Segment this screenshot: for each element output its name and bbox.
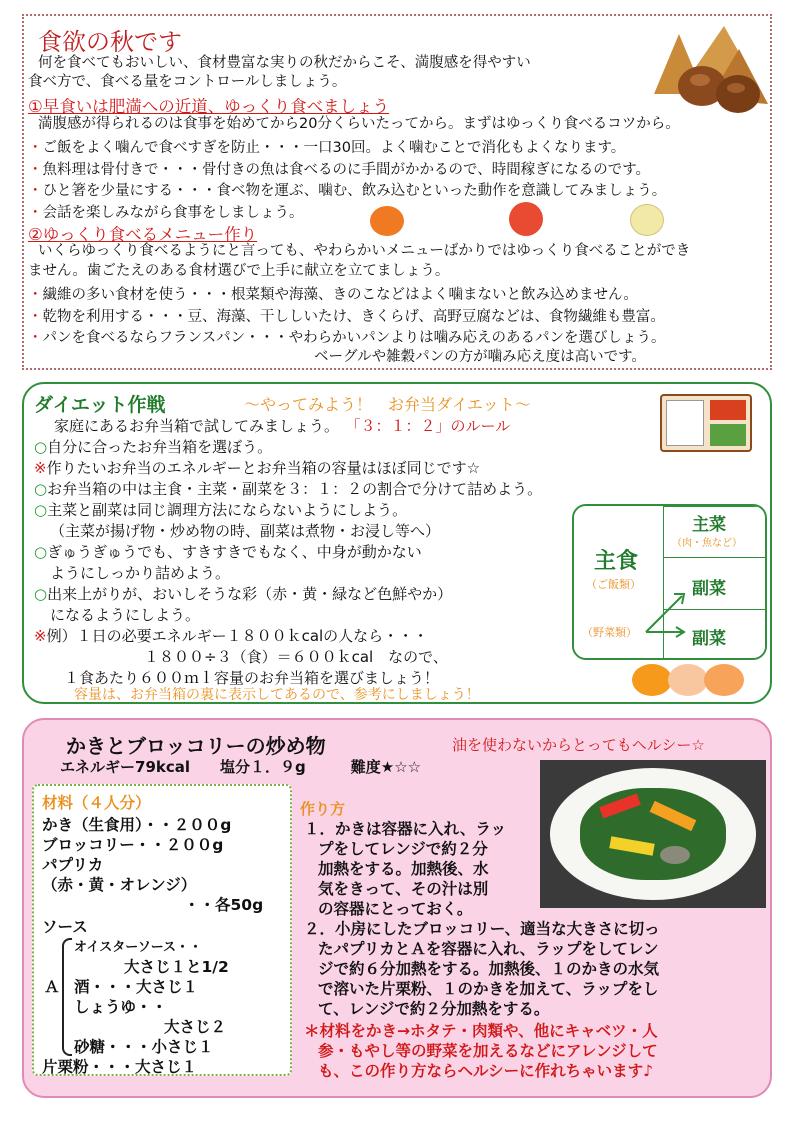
step-1-line: 加熱をする。加熱後、水 (318, 860, 489, 878)
recipe-catchphrase: 油を使わないからとってもヘルシー☆ (452, 736, 705, 754)
section-title: 食欲の秋です (38, 28, 182, 56)
ingredient-item: かき（生食用）・・２００g (42, 816, 232, 834)
chestnut-illustration (634, 24, 770, 116)
bento-ratio-diagram (572, 504, 767, 660)
ingredient-item: 片栗粉・・・大さじ１ (42, 1058, 198, 1076)
heading-1-text: 満腹感が得られるのは食事を始めてから20分くらいたってから。まずはゆっくり食べるコツから。 (38, 116, 680, 132)
ingredient-item: ・・各50g (184, 896, 264, 914)
step-2-line: で溶いた片栗粉、１のかきを加えて、ラップをし (318, 980, 659, 998)
pumpkin-icon (668, 664, 708, 696)
step-1-line: １．かきは容器に入れ、ラッ (304, 820, 507, 838)
list-item: ・繊維の多い食材を使う・・・根菜類や海藻、きのこなどはよく噛まないと飲み込めません。 (28, 287, 638, 303)
heading-2-text-1: いくらゆっくり食べるようにと言っても、やわらかいメニューばかりではゆっくり食べることができ (38, 243, 691, 259)
list-item: （主菜が揚げ物・炒め物の時、副菜は煮物・お浸し等へ） (50, 522, 441, 540)
recipe-title: かきとブロッコリーの炒め物 (66, 734, 326, 758)
list-item: ・パンを食べるならフランスパン・・・やわらかいパンよりは噛み応えのあるパンを選びしょう。 (28, 330, 666, 346)
pear-icon (630, 204, 664, 236)
step-2-line: て、レンジで約２分加熱をする。 (318, 1000, 550, 1018)
bento-diet-section (22, 382, 772, 704)
list-item: ○お弁当箱の中は主食・主菜・副菜を３：１：２の割合で分けて詰めよう。 (34, 480, 543, 498)
list-item: ○出来上がりが、おいしそうな彩（赤・黄・緑など色鮮やか） (34, 585, 453, 603)
note-text: 容量は、お弁当箱の裏に表示してあるので、参考にしましょう！ (74, 687, 480, 703)
intro-line-2: 食べ方で、食べる量をコントロールしましょう。 (28, 74, 347, 90)
lead-text: 家庭にあるお弁当箱で試してみましょう。 「３：１：２」のルール (54, 417, 511, 435)
step-2-line: たパプリカとＡを容器に入れ、ラップをしてレン (318, 940, 659, 958)
staple-label: 主食 (594, 549, 639, 574)
ingredient-item: （赤・黄・オレンジ） (42, 876, 197, 894)
sauce-item: オイスターソース・・ (74, 940, 203, 955)
intro-line-1: 何を食べてもおいしい、食材豊富な実りの秋だからこそ、満腹感を得やすい (38, 55, 531, 71)
heading-1: ①早食いは肥満への近道、ゆっくり食べましょう (28, 97, 390, 116)
autumn-appetite-section (22, 14, 772, 370)
ingredient-item: ソース (42, 918, 88, 936)
heading-2-text-2: ません。歯ごたえのある食材選びで上手に献立を立てましょう。 (28, 263, 450, 279)
main-dish-sub-label: （肉・魚など） (672, 538, 742, 549)
list-item: ○ぎゅうぎゅうでも、すきすきでもなく、中身が動かない (34, 543, 422, 561)
list-item: ・会話を楽しみながら食事をしましょう。 (28, 205, 304, 221)
step-2-line: ２．小房にしたブロッコリー、適当な大きさに切っ (304, 920, 660, 938)
sauce-item: 酒・・・大さじ１ (74, 978, 199, 996)
tip-line: 参・もやし等の野菜を加えるなどにアレンジして (318, 1042, 658, 1060)
list-item: ・魚料理は骨付きで・・・骨付きの魚は食べるのに手間がかかるので、時間稼ぎになるのです。 (28, 162, 651, 178)
calc-line-2: １食あたり６００ｍｌ容量のお弁当箱を選びましょう！ (64, 669, 440, 687)
list-item: ・乾物を利用する・・・豆、海藻、干ししいたけ、きくらげ、高野豆腐などは、食物繊維も豊富。 (28, 309, 665, 325)
sauce-item: 砂糖・・・小さじ１ (74, 1038, 214, 1056)
tip-line: ＊材料をかき→ホタテ・肉類や、他にキャベツ・人 (304, 1022, 658, 1040)
staple-sub-label: （ご飯類） (586, 578, 641, 591)
ingredient-item: パプリカ (42, 856, 104, 874)
bento-box-icon (660, 394, 752, 452)
list-item: ・ひと箸を少量にする・・・食べ物を運ぶ、噛む、飲み込むといった動作を意識してみましょう。 (28, 183, 667, 199)
sauce-label: Ａ (44, 978, 60, 996)
list-item: ○主菜と副菜は同じ調理方法にならないようにしよう。 (34, 501, 408, 519)
step-1-line: の容器にとっておく。 (318, 900, 473, 918)
ingredients-title: 材料（４人分） (42, 794, 151, 812)
sauce-item: しょうゆ・・ (74, 998, 168, 1016)
pumpkin-icon (632, 664, 672, 696)
side-dish-label-2: 副菜 (692, 629, 726, 649)
dish-photo (540, 760, 766, 908)
main-dish-label: 主菜 (692, 515, 726, 535)
list-item: になるようにしよう。 (50, 606, 201, 624)
step-2-line: ジで約６分加熱をする。加熱後、１のかきの水気 (318, 960, 660, 978)
sauce-bracket (62, 938, 72, 1056)
list-item: ※作りたいお弁当のエネルギーとお弁当箱の容量はほぼ同じです☆ (34, 459, 481, 477)
section-subtitle: ～やってみよう！ お弁当ダイエット～ (244, 395, 531, 414)
step-1-line: プをしてレンジで約２分 (318, 840, 488, 858)
steps-title: 作り方 (300, 800, 346, 818)
step-1-line: 気をきって、その汁は別 (318, 880, 489, 898)
pumpkin-icon (704, 664, 744, 696)
list-item: ○自分に合ったお弁当箱を選ぼう。 (34, 438, 273, 456)
sauce-item: 大さじ１と1/2 (124, 958, 229, 976)
sauce-item: 大さじ２ (164, 1018, 227, 1036)
ingredients-box (32, 784, 292, 1076)
list-item-continued: ベーグルや雑穀パンの方が噛み応え度は高いです。 (314, 349, 646, 365)
list-item: ・ご飯をよく噛んで食べすぎを防止・・・一口30回。よく噛むことで消化もよくなります。 (28, 140, 626, 156)
recipe-section (22, 718, 772, 1098)
vegetable-note: （野菜類） (582, 626, 637, 639)
apple-icon (509, 202, 543, 236)
heading-2: ②ゆっくり食べるメニュー作り (28, 225, 258, 244)
section-title: ダイエット作戦 (34, 394, 166, 416)
list-item: ようにしっかり詰めよう。 (50, 564, 231, 582)
arrow-icon (644, 586, 688, 638)
side-dish-label-1: 副菜 (692, 579, 726, 599)
recipe-info: エネルギー79kcal 塩分１．９g 難度★☆☆ (60, 758, 422, 776)
tip-line: も、この作り方ならヘルシーに作れちゃいます♪ (318, 1062, 654, 1080)
ingredient-item: ブロッコリー・・２００g (42, 836, 224, 854)
list-item: ※例）１日の必要エネルギー１８００ｋcalの人なら・・・ (34, 627, 429, 645)
persimmon-icon (370, 206, 404, 236)
calc-line-1: １８００÷３（食）＝６００ｋcal なので、 (144, 648, 448, 666)
